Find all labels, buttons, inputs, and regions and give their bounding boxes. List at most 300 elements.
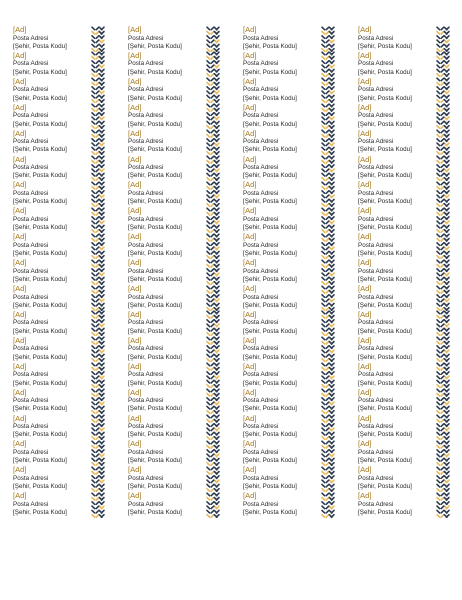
label-name: [Ad] xyxy=(243,309,257,319)
chevron-leaf-border-icon xyxy=(90,103,105,129)
address-label xyxy=(243,363,353,389)
label-text xyxy=(13,415,93,440)
address-label xyxy=(128,52,238,78)
chevron-leaf-border-icon xyxy=(435,285,450,311)
chevron-leaf-border-icon xyxy=(205,440,220,466)
label-city: [Şehir, Posta Kodu] xyxy=(243,301,297,309)
chevron-leaf-border-icon xyxy=(435,103,450,129)
address-label xyxy=(358,104,462,130)
label-name: [Ad] xyxy=(13,439,27,449)
label-name: [Ad] xyxy=(128,258,142,268)
label-address: Posta Adresi xyxy=(13,267,49,275)
label-name: [Ad] xyxy=(13,361,27,371)
address-label xyxy=(358,337,462,363)
address-label xyxy=(128,440,238,466)
label-text xyxy=(358,233,438,258)
label-city: [Şehir, Posta Kodu] xyxy=(243,483,297,491)
label-text xyxy=(243,337,323,362)
label-text xyxy=(358,52,438,77)
label-name: [Ad] xyxy=(13,309,27,319)
address-label xyxy=(243,285,353,311)
address-label xyxy=(128,492,238,518)
label-text xyxy=(243,52,323,77)
chevron-leaf-border-icon xyxy=(205,492,220,518)
label-text xyxy=(358,440,438,465)
label-text xyxy=(358,311,438,336)
label-address: Posta Adresi xyxy=(243,138,279,146)
label-city: [Şehir, Posta Kodu] xyxy=(243,120,297,128)
address-label xyxy=(358,52,462,78)
label-name: [Ad] xyxy=(13,154,27,164)
label-name: [Ad] xyxy=(13,284,27,293)
label-text xyxy=(358,337,438,362)
label-text xyxy=(243,78,323,103)
address-label xyxy=(358,78,462,104)
label-text xyxy=(13,337,93,362)
label-city: [Şehir, Posta Kodu] xyxy=(13,94,67,102)
address-label xyxy=(243,415,353,441)
label-name: [Ad] xyxy=(13,491,27,501)
label-city: [Şehir, Posta Kodu] xyxy=(358,250,412,258)
label-text xyxy=(243,466,323,491)
label-text xyxy=(128,207,208,232)
label-city: [Şehir, Posta Kodu] xyxy=(358,301,412,309)
label-text xyxy=(128,181,208,206)
label-name: [Ad] xyxy=(358,335,372,345)
chevron-leaf-border-icon xyxy=(205,103,220,129)
chevron-leaf-border-icon xyxy=(320,388,335,414)
label-name: [Ad] xyxy=(358,232,372,242)
label-city: [Şehir, Posta Kodu] xyxy=(13,198,67,206)
label-address: Posta Adresi xyxy=(128,241,164,249)
address-label xyxy=(243,156,353,182)
label-address: Posta Adresi xyxy=(13,164,49,172)
chevron-leaf-border-icon xyxy=(90,336,105,362)
label-name: [Ad] xyxy=(243,361,257,371)
label-address: Posta Adresi xyxy=(13,112,49,120)
address-label xyxy=(13,52,123,78)
label-city: [Şehir, Posta Kodu] xyxy=(358,120,412,128)
label-address: Posta Adresi xyxy=(128,34,164,42)
label-city: [Şehir, Posta Kodu] xyxy=(243,172,297,180)
label-name: [Ad] xyxy=(358,284,372,293)
label-name: [Ad] xyxy=(13,206,27,216)
label-address: Posta Adresi xyxy=(358,423,394,431)
label-name: [Ad] xyxy=(243,50,257,60)
label-text xyxy=(128,259,208,284)
label-name: [Ad] xyxy=(13,50,27,60)
label-text xyxy=(243,415,323,440)
address-label xyxy=(243,207,353,233)
label-city: [Şehir, Posta Kodu] xyxy=(358,42,412,50)
label-name: [Ad] xyxy=(128,439,142,449)
chevron-leaf-border-icon xyxy=(320,259,335,285)
label-text xyxy=(13,156,93,181)
chevron-leaf-border-icon xyxy=(205,310,220,336)
chevron-leaf-border-icon xyxy=(320,103,335,129)
chevron-leaf-border-icon xyxy=(205,26,220,52)
label-address: Posta Adresi xyxy=(128,164,164,172)
label-text xyxy=(13,466,93,491)
label-city: [Şehir, Posta Kodu] xyxy=(358,198,412,206)
label-name: [Ad] xyxy=(358,154,372,164)
label-text xyxy=(358,104,438,129)
chevron-leaf-border-icon xyxy=(320,77,335,103)
address-label xyxy=(128,156,238,182)
chevron-leaf-border-icon xyxy=(320,285,335,311)
label-address: Posta Adresi xyxy=(243,474,279,482)
address-label xyxy=(358,207,462,233)
address-label xyxy=(358,389,462,415)
label-text xyxy=(358,259,438,284)
chevron-leaf-border-icon xyxy=(435,51,450,77)
label-city: [Şehir, Posta Kodu] xyxy=(243,198,297,206)
label-city: [Şehir, Posta Kodu] xyxy=(13,172,67,180)
label-text xyxy=(13,104,93,129)
chevron-leaf-border-icon xyxy=(90,233,105,259)
label-text xyxy=(13,78,93,103)
chevron-leaf-border-icon xyxy=(435,414,450,440)
chevron-leaf-border-icon xyxy=(205,77,220,103)
label-text xyxy=(358,363,438,388)
label-address: Posta Adresi xyxy=(243,423,279,431)
label-city: [Şehir, Posta Kodu] xyxy=(128,68,182,76)
chevron-leaf-border-icon xyxy=(90,129,105,155)
address-label xyxy=(128,233,238,259)
address-label xyxy=(358,181,462,207)
label-text xyxy=(128,311,208,336)
label-city: [Şehir, Posta Kodu] xyxy=(128,353,182,361)
label-name: [Ad] xyxy=(243,439,257,449)
label-city: [Şehir, Posta Kodu] xyxy=(13,431,67,439)
label-city: [Şehir, Posta Kodu] xyxy=(13,224,67,232)
address-label xyxy=(358,466,462,492)
label-address: Posta Adresi xyxy=(243,448,279,456)
label-name: [Ad] xyxy=(243,232,257,242)
label-text xyxy=(128,130,208,155)
label-text xyxy=(358,26,438,51)
label-address: Posta Adresi xyxy=(243,397,279,405)
label-address: Posta Adresi xyxy=(13,397,49,405)
label-city: [Şehir, Posta Kodu] xyxy=(13,68,67,76)
label-address: Posta Adresi xyxy=(243,241,279,249)
label-address: Posta Adresi xyxy=(13,500,49,508)
label-text xyxy=(243,389,323,414)
label-name: [Ad] xyxy=(128,284,142,293)
label-text xyxy=(128,389,208,414)
address-label xyxy=(13,285,123,311)
label-name: [Ad] xyxy=(128,76,142,86)
label-text xyxy=(358,492,438,517)
address-label xyxy=(13,104,123,130)
label-text xyxy=(243,363,323,388)
label-address: Posta Adresi xyxy=(13,138,49,146)
chevron-leaf-border-icon xyxy=(320,440,335,466)
label-city: [Şehir, Posta Kodu] xyxy=(13,353,67,361)
label-city: [Şehir, Posta Kodu] xyxy=(243,509,297,517)
address-label xyxy=(358,130,462,156)
label-city: [Şehir, Posta Kodu] xyxy=(358,224,412,232)
label-address: Posta Adresi xyxy=(358,34,394,42)
label-address: Posta Adresi xyxy=(128,371,164,379)
label-text xyxy=(243,311,323,336)
label-city: [Şehir, Posta Kodu] xyxy=(13,120,67,128)
address-label xyxy=(358,26,462,52)
label-name: [Ad] xyxy=(243,284,257,293)
label-name: [Ad] xyxy=(358,206,372,216)
label-city: [Şehir, Posta Kodu] xyxy=(243,405,297,413)
address-label xyxy=(243,337,353,363)
label-address: Posta Adresi xyxy=(128,500,164,508)
address-label xyxy=(13,233,123,259)
label-city: [Şehir, Posta Kodu] xyxy=(128,483,182,491)
chevron-leaf-border-icon xyxy=(320,129,335,155)
label-text xyxy=(243,207,323,232)
label-name: [Ad] xyxy=(128,361,142,371)
label-name: [Ad] xyxy=(358,128,372,138)
label-text xyxy=(13,440,93,465)
label-city: [Şehir, Posta Kodu] xyxy=(358,431,412,439)
label-city: [Şehir, Posta Kodu] xyxy=(358,146,412,154)
label-name: [Ad] xyxy=(243,258,257,268)
chevron-leaf-border-icon xyxy=(90,51,105,77)
label-city: [Şehir, Posta Kodu] xyxy=(128,301,182,309)
chevron-leaf-border-icon xyxy=(90,466,105,492)
label-address: Posta Adresi xyxy=(128,345,164,353)
label-name: [Ad] xyxy=(243,102,257,112)
label-city: [Şehir, Posta Kodu] xyxy=(243,457,297,465)
chevron-leaf-border-icon xyxy=(205,466,220,492)
label-name: [Ad] xyxy=(13,102,27,112)
label-city: [Şehir, Posta Kodu] xyxy=(128,457,182,465)
address-label xyxy=(358,259,462,285)
label-text xyxy=(128,233,208,258)
address-label xyxy=(13,78,123,104)
address-label xyxy=(128,259,238,285)
chevron-leaf-border-icon xyxy=(90,155,105,181)
address-label xyxy=(243,492,353,518)
chevron-leaf-border-icon xyxy=(205,155,220,181)
address-label xyxy=(13,492,123,518)
label-text xyxy=(128,466,208,491)
label-city: [Şehir, Posta Kodu] xyxy=(13,327,67,335)
label-name: [Ad] xyxy=(243,154,257,164)
label-address: Posta Adresi xyxy=(13,293,49,301)
address-label xyxy=(128,285,238,311)
label-text xyxy=(358,285,438,310)
label-name: [Ad] xyxy=(13,232,27,242)
address-label xyxy=(13,440,123,466)
label-text xyxy=(13,26,93,51)
label-name: [Ad] xyxy=(243,180,257,190)
address-label xyxy=(358,285,462,311)
label-name: [Ad] xyxy=(128,387,142,397)
label-name: [Ad] xyxy=(128,102,142,112)
label-name: [Ad] xyxy=(243,335,257,345)
chevron-leaf-border-icon xyxy=(435,336,450,362)
chevron-leaf-border-icon xyxy=(435,26,450,52)
label-city: [Şehir, Posta Kodu] xyxy=(13,379,67,387)
address-label xyxy=(358,363,462,389)
label-name: [Ad] xyxy=(13,465,27,475)
label-name: [Ad] xyxy=(13,76,27,86)
label-address: Posta Adresi xyxy=(128,474,164,482)
address-label xyxy=(358,492,462,518)
chevron-leaf-border-icon xyxy=(90,388,105,414)
label-address: Posta Adresi xyxy=(13,86,49,94)
label-text xyxy=(243,156,323,181)
label-address: Posta Adresi xyxy=(358,112,394,120)
label-name: [Ad] xyxy=(243,491,257,501)
address-label xyxy=(128,104,238,130)
address-label xyxy=(128,415,238,441)
label-name: [Ad] xyxy=(128,232,142,242)
label-city: [Şehir, Posta Kodu] xyxy=(358,94,412,102)
address-label xyxy=(128,389,238,415)
label-address: Posta Adresi xyxy=(243,500,279,508)
label-address: Posta Adresi xyxy=(13,215,49,223)
address-label xyxy=(128,78,238,104)
chevron-leaf-border-icon xyxy=(205,285,220,311)
label-text xyxy=(358,130,438,155)
chevron-leaf-border-icon xyxy=(205,259,220,285)
label-city: [Şehir, Posta Kodu] xyxy=(358,379,412,387)
label-text xyxy=(358,415,438,440)
label-text xyxy=(243,26,323,51)
label-city: [Şehir, Posta Kodu] xyxy=(13,42,67,50)
label-name: [Ad] xyxy=(358,76,372,86)
label-address: Posta Adresi xyxy=(358,241,394,249)
label-name: [Ad] xyxy=(13,335,27,345)
label-text xyxy=(13,181,93,206)
chevron-leaf-border-icon xyxy=(320,466,335,492)
chevron-leaf-border-icon xyxy=(435,362,450,388)
label-name: [Ad] xyxy=(358,465,372,475)
label-city: [Şehir, Posta Kodu] xyxy=(243,94,297,102)
address-label xyxy=(243,130,353,156)
label-name: [Ad] xyxy=(128,309,142,319)
label-text xyxy=(128,78,208,103)
label-city: [Şehir, Posta Kodu] xyxy=(243,224,297,232)
label-text xyxy=(128,415,208,440)
chevron-leaf-border-icon xyxy=(435,388,450,414)
label-name: [Ad] xyxy=(128,25,142,34)
label-address: Posta Adresi xyxy=(358,397,394,405)
label-address: Posta Adresi xyxy=(358,474,394,482)
label-address: Posta Adresi xyxy=(128,448,164,456)
label-address: Posta Adresi xyxy=(243,86,279,94)
address-label xyxy=(13,26,123,52)
label-address: Posta Adresi xyxy=(243,319,279,327)
label-address: Posta Adresi xyxy=(358,164,394,172)
label-address: Posta Adresi xyxy=(13,60,49,68)
label-city: [Şehir, Posta Kodu] xyxy=(243,327,297,335)
address-label xyxy=(243,389,353,415)
chevron-leaf-border-icon xyxy=(435,155,450,181)
label-text xyxy=(243,492,323,517)
address-label xyxy=(128,130,238,156)
label-city: [Şehir, Posta Kodu] xyxy=(13,275,67,283)
label-city: [Şehir, Posta Kodu] xyxy=(13,146,67,154)
label-address: Posta Adresi xyxy=(358,86,394,94)
label-text xyxy=(358,389,438,414)
label-text xyxy=(128,156,208,181)
address-label xyxy=(358,311,462,337)
address-label xyxy=(243,78,353,104)
label-city: [Şehir, Posta Kodu] xyxy=(358,483,412,491)
label-name: [Ad] xyxy=(358,439,372,449)
chevron-leaf-border-icon xyxy=(435,259,450,285)
chevron-leaf-border-icon xyxy=(205,362,220,388)
label-text xyxy=(13,285,93,310)
chevron-leaf-border-icon xyxy=(205,181,220,207)
label-city: [Şehir, Posta Kodu] xyxy=(13,509,67,517)
label-address: Posta Adresi xyxy=(128,397,164,405)
address-label xyxy=(13,130,123,156)
label-name: [Ad] xyxy=(128,465,142,475)
label-name: [Ad] xyxy=(128,180,142,190)
label-address: Posta Adresi xyxy=(128,86,164,94)
address-label xyxy=(13,181,123,207)
chevron-leaf-border-icon xyxy=(90,207,105,233)
address-label xyxy=(358,156,462,182)
label-city: [Şehir, Posta Kodu] xyxy=(128,224,182,232)
chevron-leaf-border-icon xyxy=(205,414,220,440)
label-text xyxy=(13,259,93,284)
address-label xyxy=(128,311,238,337)
chevron-leaf-border-icon xyxy=(320,492,335,518)
chevron-leaf-border-icon xyxy=(435,466,450,492)
label-name: [Ad] xyxy=(358,50,372,60)
chevron-leaf-border-icon xyxy=(320,362,335,388)
chevron-leaf-border-icon xyxy=(435,181,450,207)
label-address: Posta Adresi xyxy=(358,215,394,223)
label-name: [Ad] xyxy=(358,491,372,501)
label-address: Posta Adresi xyxy=(243,112,279,120)
chevron-leaf-border-icon xyxy=(90,77,105,103)
address-label xyxy=(128,181,238,207)
label-city: [Şehir, Posta Kodu] xyxy=(243,42,297,50)
label-name: [Ad] xyxy=(358,413,372,423)
label-address: Posta Adresi xyxy=(358,448,394,456)
label-text xyxy=(358,181,438,206)
label-address: Posta Adresi xyxy=(13,34,49,42)
chevron-leaf-border-icon xyxy=(435,440,450,466)
label-city: [Şehir, Posta Kodu] xyxy=(13,483,67,491)
label-city: [Şehir, Posta Kodu] xyxy=(128,120,182,128)
address-label xyxy=(243,52,353,78)
chevron-leaf-border-icon xyxy=(435,233,450,259)
label-name: [Ad] xyxy=(243,206,257,216)
label-text xyxy=(358,78,438,103)
label-text xyxy=(128,440,208,465)
label-city: [Şehir, Posta Kodu] xyxy=(13,405,67,413)
address-label xyxy=(13,259,123,285)
label-address: Posta Adresi xyxy=(358,319,394,327)
label-city: [Şehir, Posta Kodu] xyxy=(128,94,182,102)
label-address: Posta Adresi xyxy=(358,267,394,275)
label-address: Posta Adresi xyxy=(243,293,279,301)
label-name: [Ad] xyxy=(243,465,257,475)
label-city: [Şehir, Posta Kodu] xyxy=(358,457,412,465)
address-label xyxy=(243,311,353,337)
chevron-leaf-border-icon xyxy=(320,207,335,233)
address-label xyxy=(128,337,238,363)
label-city: [Şehir, Posta Kodu] xyxy=(243,68,297,76)
label-address: Posta Adresi xyxy=(13,474,49,482)
chevron-leaf-border-icon xyxy=(205,388,220,414)
label-city: [Şehir, Posta Kodu] xyxy=(128,42,182,50)
